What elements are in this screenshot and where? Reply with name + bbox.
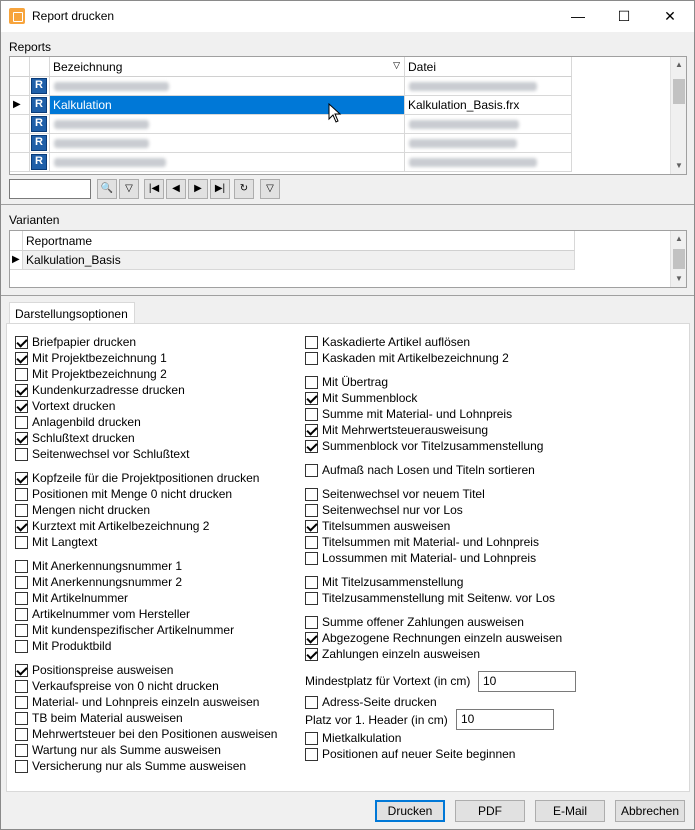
drucken-button[interactable]: Drucken	[375, 800, 445, 822]
table-row-bezeichnung[interactable]	[50, 134, 405, 153]
table-row-datei[interactable]	[405, 115, 572, 134]
app-icon	[9, 8, 25, 24]
title-bar	[1, 1, 694, 32]
last-record-icon[interactable]: ▶|	[210, 179, 230, 199]
table-row-bezeichnung[interactable]	[50, 115, 405, 134]
options-panel: Briefpapier drucken Mit Projektbezeichnung 1 Mit Projektbezeichnung 2 Kundenkurzadresse drucken Vortext drucken Anlagenbild drucken Schlußtext drucken Seitenwechsel vor Schlußtext Kopfzeile für die Projektpositionen drucken Positionen mit Menge 0 nicht drucken Mengen nicht drucken Kurztext mit Artikelbezeichnung 2 Mit Langtext Mit Anerkennungsnummer 1 Mit Anerkennungsnummer 2 Mit Artikelnummer Artikelnummer vom Hersteller Mit kundenspezifischer Artikelnummer Mit Produktbild Positionspreise ausweisen Verkaufspreise von 0 nicht drucken Material- und Lohnpreis einzeln ausweisen TB beim Material ausweisen Mehrwertsteuer bei den Positionen ausweisen Wartung nur als Summe ausweisen Versicherung nur als Summe ausweisen Kaskadierte Artikel auflösen Kaskaden mit Artikelbezeichnung 2 Mit Übertrag Mit Summenblock Summe mit Material- und Lohnpreis Mit Mehrwertsteuerausweisung Summenblock vor Titelzusammenstellung Aufmaß nach Losen und Titeln sortieren Seitenwechsel vor neuem Titel Seitenwechsel nur vor Los Titelsummen ausweisen Titelsummen mit Material- und Lohnpreis Lossummen mit Material- und Lohnpreis Mit Titelzusammenstellung Titelzusammenstellung mit Seitenw. vor Los Summe offener Zahlungen ausweisen Abgezogene Rechnungen einzeln ausweisen Zahlungen einzeln ausweisen Mindestplatz für Vortext (in cm) 10 Adress-Seite drucken Platz vor 1. Header (in cm) 10 Mietkalkulation Positionen auf neuer Seite beginnen	[6, 323, 690, 792]
report-icon-cell	[30, 115, 50, 134]
reports-grid	[9, 56, 687, 175]
mouse-cursor-icon	[328, 103, 342, 123]
reports-label: Reports	[9, 40, 52, 54]
mindestplatz-input[interactable]: 10	[478, 671, 576, 692]
table-row-datei[interactable]	[405, 134, 572, 153]
scroll-up-arrow-icon[interactable]: ▲	[675, 60, 683, 69]
platz-header-label: Platz vor 1. Header (in cm)	[305, 713, 448, 727]
table-row-bezeichnung-selected[interactable]: Kalkulation	[50, 96, 405, 115]
current-row-indicator-icon: ▶	[10, 96, 30, 115]
varianten-scrollbar[interactable]	[670, 231, 687, 287]
table-row-datei[interactable]	[405, 153, 572, 172]
close-button[interactable]: ✕	[664, 8, 676, 24]
current-row-indicator-icon: ▶	[10, 251, 23, 270]
pdf-button[interactable]: PDF	[455, 800, 525, 822]
scroll-down-arrow-icon[interactable]: ▼	[675, 161, 683, 170]
report-icon-cell	[30, 153, 50, 172]
table-row-bezeichnung[interactable]	[50, 153, 405, 172]
first-record-icon[interactable]: |◀	[144, 179, 164, 199]
clear-filter-icon[interactable]: ▽	[260, 179, 280, 199]
binoculars-search-icon[interactable]: 🔍	[97, 179, 117, 199]
column-header-datei[interactable]: Datei	[405, 57, 572, 77]
report-file-icon	[31, 97, 47, 113]
report-file-icon	[31, 78, 47, 94]
refresh-icon[interactable]: ↻	[234, 179, 254, 199]
scroll-thumb[interactable]	[673, 79, 685, 104]
table-row-bezeichnung[interactable]	[50, 77, 405, 96]
row-indicator	[10, 153, 30, 172]
row-indicator	[10, 77, 30, 96]
column-header-reportname[interactable]: Reportname	[23, 231, 575, 251]
report-file-icon	[31, 135, 47, 151]
row-indicator-header	[10, 57, 30, 77]
section-divider	[1, 295, 694, 296]
icon-column-header	[30, 57, 50, 77]
minimize-button[interactable]: —	[571, 8, 585, 24]
mindestplatz-label: Mindestplatz für Vortext (in cm)	[305, 674, 471, 688]
sort-filter-icon[interactable]: ▽	[393, 60, 400, 70]
column-header-bezeichnung-label: Bezeichnung	[53, 60, 123, 74]
scroll-down-arrow-icon[interactable]: ▼	[675, 274, 683, 283]
table-row-datei-selected[interactable]: Kalkulation_Basis.frx	[405, 96, 572, 115]
report-icon-cell	[30, 96, 50, 115]
column-header-bezeichnung[interactable]	[50, 57, 405, 77]
email-button[interactable]: E-Mail	[535, 800, 605, 822]
abbrechen-button[interactable]: Abbrechen	[615, 800, 685, 822]
table-row-datei[interactable]	[405, 77, 572, 96]
maximize-button[interactable]: ☐	[617, 8, 631, 24]
variant-row[interactable]: Kalkulation_Basis	[23, 251, 575, 270]
filter-edit-icon[interactable]: ▽	[119, 179, 139, 199]
window-title: Report drucken	[32, 9, 115, 23]
scroll-thumb[interactable]	[673, 249, 685, 269]
tab-darstellungsoptionen[interactable]: Darstellungsoptionen	[9, 302, 135, 324]
previous-record-icon[interactable]: ◀	[166, 179, 186, 199]
section-divider	[1, 204, 694, 205]
row-indicator-header	[10, 231, 23, 251]
search-input[interactable]	[9, 179, 91, 199]
varianten-label: Varianten	[9, 213, 60, 227]
report-file-icon	[31, 154, 47, 170]
row-indicator	[10, 134, 30, 153]
reports-scrollbar[interactable]	[670, 57, 687, 174]
report-icon-cell	[30, 77, 50, 96]
platz-header-input[interactable]: 10	[456, 709, 554, 730]
report-icon-cell	[30, 134, 50, 153]
report-file-icon	[31, 116, 47, 132]
row-indicator	[10, 115, 30, 134]
next-record-icon[interactable]: ▶	[188, 179, 208, 199]
scroll-up-arrow-icon[interactable]: ▲	[675, 234, 683, 243]
varianten-grid	[9, 230, 687, 288]
